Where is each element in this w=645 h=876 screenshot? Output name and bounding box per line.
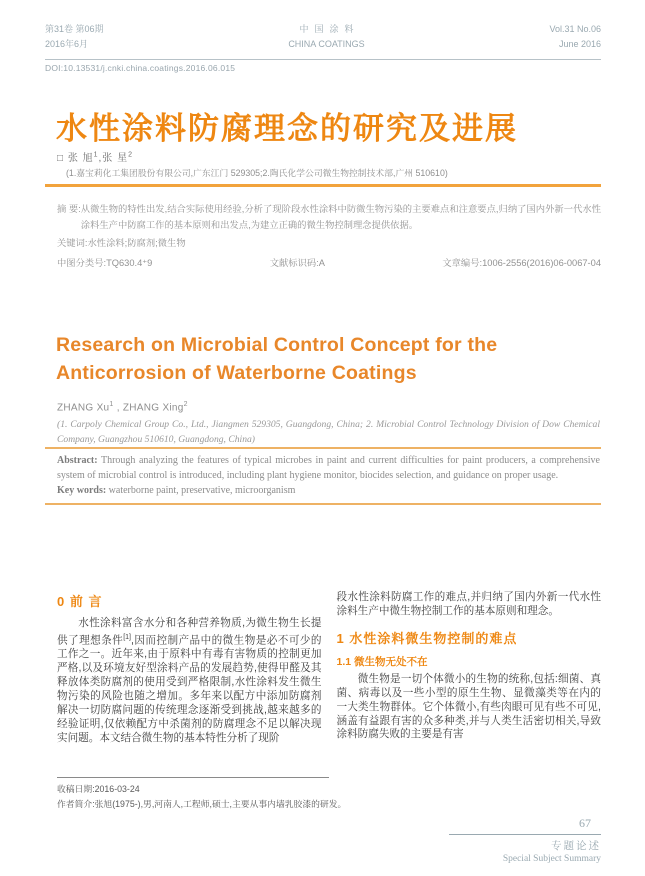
citation-ref-1: [1]	[123, 633, 131, 641]
abstract-text-cn: 从微生物的特性出发,结合实际使用经验,分析了现阶段水性涂料中防微生物污染的主要难点和注意要点,归纳了国内外新一代水性涂料生产中防腐工作的基本原则和出发点,为建立正确的微生物控制理念提供依据。	[80, 204, 601, 230]
abstract-block-cn	[57, 201, 601, 271]
body-columns	[57, 591, 601, 746]
author2-superscript-en: 2	[183, 401, 188, 408]
author1-superscript: 1	[93, 151, 99, 159]
footnote-block	[57, 777, 601, 811]
abstract-text-en: Through analyzing the features of typical microbes in paint and current difficulties for paint producers, a comprehensive system of microbial control is introduced, including plant hygiene monitor, biocides selection, and guidance on proper usage.	[57, 455, 600, 481]
intro-continuation-paragraph: 段水性涂料防腐工作的难点,并归纳了国内外新一代水性涂料生产中微生物控制工作的基本原则和理念。	[336, 591, 601, 617]
issue-info-en	[549, 22, 601, 52]
page-number: 67	[579, 816, 591, 830]
abstract-row-cn	[57, 201, 601, 233]
keywords-label-en: Key words:	[57, 485, 107, 496]
footnote-divider	[57, 777, 329, 778]
issue-info-cn	[45, 22, 104, 52]
received-date: 收稿日期:2016-03-24	[57, 784, 140, 794]
abstract-label-en: Abstract:	[57, 455, 98, 466]
column-name-en: Special Subject Summary	[502, 854, 601, 864]
authors-en	[57, 401, 188, 413]
title-divider-rule	[45, 184, 601, 187]
body-column-left	[57, 591, 322, 746]
doi-line: DOI:10.13531/j.cnki.china.coatings.2016.06.015	[45, 63, 236, 73]
issue-date-cn: 2016年6月	[45, 38, 89, 49]
abstract-label-cn: 摘 要:	[57, 204, 81, 214]
clc-number: 中图分类号:TQ630.4⁺9	[57, 258, 153, 268]
author1-superscript-en: 1	[109, 401, 114, 408]
section-1-1-paragraph: 微生物是一切个体微小的生物的统称,包括:细菌、真菌、病毒以及一些小型的原生生物、显微藻类等在内的一大类生物群体。它个体微小,有些肉眼可见有些不可见,涵盖有益跟有害的众多种类,并与人类生活密切相关,导致涂料防腐失败的主要是有害	[336, 672, 601, 741]
classification-row	[57, 255, 601, 271]
keywords-text-cn: 水性涂料;防腐剂;微生物	[87, 238, 186, 248]
page-footer	[449, 816, 601, 864]
section-0-heading: 0 前 言	[57, 594, 103, 609]
journal-name-en: CHINA COATINGS	[288, 38, 365, 49]
author2-superscript: 2	[128, 151, 133, 159]
keywords-label-cn: 关键词:	[57, 238, 88, 248]
authors-cn-text: □ 张 旭	[57, 153, 94, 164]
article-number: 文章编号:1006-2556(2016)06-0067-04	[442, 258, 601, 268]
journal-name	[288, 22, 364, 52]
issue-volume-en: Vol.31 No.06	[549, 24, 601, 34]
footer-divider	[449, 834, 601, 835]
authors-en-text: ZHANG Xu	[57, 402, 110, 414]
affiliation-cn: (1.嘉宝莉化工集团股份有限公司,广东江门 529305;2.陶氏化学公司微生物控制技术部,广州 510610)	[66, 168, 448, 178]
keywords-text-en: waterborne paint, preservative, microorganism	[106, 485, 296, 496]
affiliation-en: (1. Carpoly Chemical Group Co., Ltd., Jiangmen 529305, Guangdong, China; 2. Microbial Control Technology Division of Dow Chemical Company, Guangzhou 510610, Guangdong, China)	[57, 419, 600, 445]
keywords-row-en	[57, 483, 600, 498]
intro-paragraph-text: 水性涂料富含水分和各种营养物质,为微生物生长提供了理想条件	[57, 617, 322, 647]
abstract-row-en	[57, 453, 600, 483]
issue-volume-cn: 第31卷 第06期	[45, 24, 104, 34]
abstract-bottom-rule	[45, 503, 601, 505]
journal-masthead	[45, 22, 601, 60]
abstract-block-en	[57, 453, 600, 498]
abstract-top-rule	[45, 447, 601, 449]
issue-date-en: June 2016	[558, 38, 601, 49]
journal-name-cn: 中国涂料	[299, 24, 360, 34]
author-bio: 作者简介:张旭(1975-),男,河南人,工程师,硕士,主要从事内墙乳胶漆的研发。	[57, 798, 347, 809]
body-column-right	[337, 591, 602, 746]
authors-cn	[57, 149, 133, 164]
section-1-heading: 1 水性涂料微生物控制的难点	[336, 630, 518, 646]
authors-cn-text2: ,张 星	[98, 153, 129, 164]
column-name-cn: 专题论述	[551, 840, 601, 852]
article-title-cn: 水性涂料防腐理念的研究及进展	[56, 111, 518, 146]
document-code: 文献标识码:A	[269, 258, 325, 268]
authors-en-text2: , ZHANG Xing	[113, 402, 184, 414]
section-1-1-heading: 1.1 微生物无处不在	[336, 655, 428, 668]
intro-paragraph-text2: ,因而控制产品中的微生物是必不可少的工作之一。近年来,由于原料中有毒有害物质的控制更加严格,以及环境友好型涂料产品的发展趋势,使得甲醛及其释放体类防腐剂的使用受到严格限制,水性涂料发生微生物污染的风险也随之增加。多年来以配方中添加防腐剂解决一切防腐问题的传统理念逐渐受到挑战,越来越多的经验证明,仅依赖配方中杀菌剂的防腐理念不足以解决现实问题。本文结合微生物的基本特性分析了现阶	[57, 634, 322, 744]
article-title-en: Research on Microbial Control Concept for the Anticorrosion of Waterborne Coatings	[56, 334, 498, 384]
intro-paragraph	[57, 617, 322, 746]
keywords-row-cn	[57, 235, 601, 251]
